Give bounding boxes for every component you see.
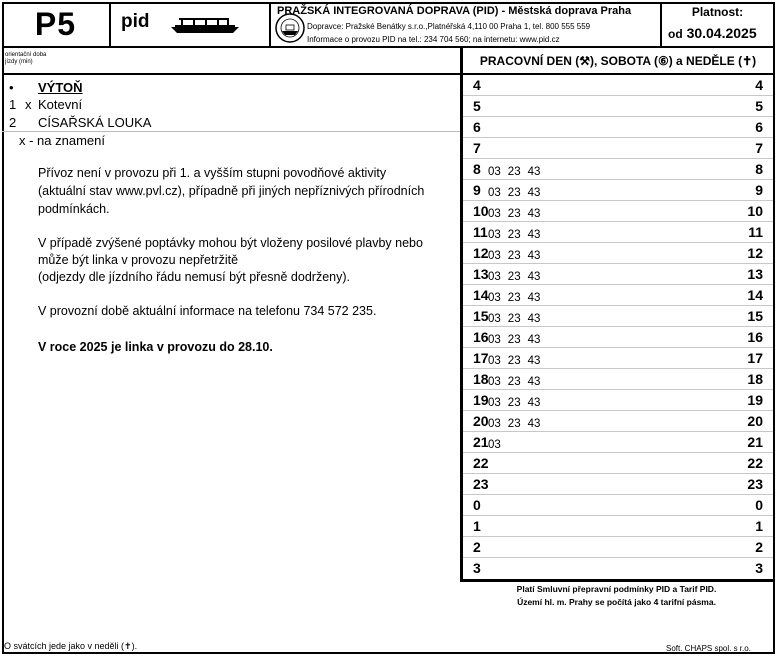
departure-minutes (488, 187, 547, 199)
hour-row (463, 432, 773, 453)
departure-minute: 03 (488, 334, 501, 346)
departure-minutes (488, 355, 547, 367)
hour-label-left: 12 (473, 245, 489, 261)
departure-minute: 23 (507, 229, 521, 241)
operator-info-box (271, 2, 662, 48)
stop-marker-1: 1 (9, 97, 17, 112)
hour-label-left: 18 (473, 371, 489, 387)
departure-minutes (488, 229, 547, 241)
hour-label-left: 19 (473, 392, 489, 408)
hour-row (463, 159, 773, 180)
departure-minute: 23 (507, 397, 521, 409)
stop-name-cisarska-louka: CÍSAŘSKÁ LOUKA (38, 115, 152, 130)
departure-minutes (488, 439, 508, 451)
hour-label-right: 3 (755, 560, 763, 576)
hour-row (463, 285, 773, 306)
hour-label-left: 4 (473, 77, 481, 93)
hour-label-right: 10 (747, 203, 763, 219)
note-line: může být linka v provozu nepřetržitě (38, 253, 239, 267)
hour-label-right: 4 (755, 77, 763, 93)
hour-label-left: 21 (473, 434, 489, 450)
hour-label-left: 8 (473, 161, 481, 177)
line-number: P5 (34, 5, 77, 42)
hour-row (463, 369, 773, 390)
departure-minute: 23 (507, 355, 521, 367)
pid-logo: pid (121, 11, 150, 32)
departure-minute: 43 (527, 355, 541, 367)
departure-minute: 03 (488, 397, 501, 409)
hour-label-right: 15 (747, 308, 763, 324)
departure-minute: 23 (507, 313, 521, 325)
departure-minute: 43 (527, 271, 541, 283)
hour-label-left: 3 (473, 560, 481, 576)
departure-minute: 23 (507, 208, 521, 220)
hour-row (463, 306, 773, 327)
hour-row (463, 327, 773, 348)
hour-label-left: 14 (473, 287, 489, 303)
hour-row (463, 411, 773, 432)
hour-row (463, 264, 773, 285)
departure-minute: 23 (507, 250, 521, 262)
header-divider (2, 73, 460, 75)
hour-row (463, 201, 773, 222)
line-number-box (2, 2, 111, 48)
hour-label-left: 6 (473, 119, 481, 135)
hour-label-left: 13 (473, 266, 489, 282)
hour-row (463, 348, 773, 369)
hour-label-left: 2 (473, 539, 481, 555)
hour-label-left: 20 (473, 413, 489, 429)
departure-minute: 03 (488, 271, 501, 283)
hour-label-left: 0 (473, 497, 481, 513)
departure-minute: 43 (527, 418, 541, 430)
hour-label-right: 6 (755, 119, 763, 135)
departure-minute: 43 (527, 376, 541, 388)
hour-label-left: 23 (473, 476, 489, 492)
stop-flag-1: x (25, 97, 32, 112)
departure-minute: 43 (527, 250, 541, 262)
operator-title: PRAŽSKÁ INTEGROVANÁ DOPRAVA (PID) - Městská doprava Praha (277, 5, 632, 17)
software-credit: Soft. CHAPS spol. s r.o. (666, 644, 751, 653)
note-line: (aktuální stav www.pvl.cz), případně při jiných nepříznivých přírodních (38, 184, 425, 198)
hour-label-left: 1 (473, 518, 481, 534)
departure-minutes (488, 313, 547, 325)
departure-minute: 23 (507, 187, 521, 199)
hour-row (463, 390, 773, 411)
departure-minute: 23 (507, 418, 521, 430)
departure-minutes (488, 418, 547, 430)
hour-label-right: 14 (747, 287, 763, 303)
stops-divider (2, 131, 460, 132)
stop-marker-2: 2 (9, 115, 17, 130)
operator-contact: Dopravce: Pražské Benátky s.r.o.,Platnéřská 4,110 00 Praha 1, tel. 800 555 559 (307, 22, 591, 31)
hour-label-right: 20 (747, 413, 763, 429)
hour-label-right: 11 (748, 224, 763, 240)
orientation-label: orientační doba jízdy (min) (5, 52, 47, 65)
tariff-note (460, 583, 773, 609)
hour-row (463, 537, 773, 558)
departure-minute: 23 (507, 271, 521, 283)
hour-label-right: 2 (755, 539, 763, 555)
departure-minute: 03 (488, 166, 501, 178)
departure-minute: 43 (527, 166, 541, 178)
hour-label-right: 22 (747, 455, 763, 471)
hour-label-left: 5 (473, 98, 481, 114)
hour-label-right: 19 (747, 392, 763, 408)
note-line: podmínkách. (38, 202, 110, 216)
departure-minute: 03 (488, 250, 501, 262)
hour-label-right: 23 (747, 476, 763, 492)
departure-minute: 43 (527, 292, 541, 304)
departure-grid (460, 75, 773, 582)
departure-minute: 03 (488, 418, 501, 430)
departure-minute: 23 (507, 334, 521, 346)
hour-label-left: 9 (473, 182, 481, 198)
legend-on-request: x - na znamení (19, 133, 105, 148)
tariff-note-line: Platí Smluvní přepravní podmínky PID a Tarif PID. (516, 584, 717, 594)
departure-minute: 03 (488, 355, 501, 367)
hour-label-right: 17 (747, 350, 763, 366)
stop-name-kotevni: Kotevní (38, 97, 83, 112)
hour-row (463, 222, 773, 243)
departure-minute: 03 (488, 208, 501, 220)
hour-label-right: 0 (755, 497, 763, 513)
departure-minutes (488, 292, 547, 304)
holiday-note: O svátcích jede jako v neděli (✝). (4, 641, 138, 651)
hour-label-left: 17 (473, 350, 489, 366)
departure-minute: 23 (507, 166, 521, 178)
hour-row (463, 243, 773, 264)
hour-row (463, 75, 773, 96)
departure-minutes (488, 271, 547, 283)
boat-icon (171, 16, 241, 34)
hour-label-left: 15 (473, 308, 489, 324)
hour-label-right: 12 (747, 245, 763, 261)
hour-label-right: 18 (747, 371, 763, 387)
hour-label-left: 11 (473, 224, 488, 240)
departure-minute: 23 (507, 376, 521, 388)
departure-minute: 43 (527, 334, 541, 346)
hour-label-right: 21 (747, 434, 763, 450)
note-line: Přívoz není v provozu při 1. a vyšším stupni povodňové aktivity (38, 166, 387, 180)
departure-minute: 43 (527, 229, 541, 241)
hour-row (463, 180, 773, 201)
hour-row (463, 516, 773, 537)
validity-box (662, 2, 773, 48)
hour-row (463, 453, 773, 474)
validity-date: 30.04.2025 (686, 25, 757, 41)
departure-minutes (488, 166, 547, 178)
departure-minute: 43 (527, 208, 541, 220)
hour-label-left: 7 (473, 140, 481, 156)
note-line: V provozní době aktuální informace na telefonu 734 572 235. (38, 304, 377, 318)
note-line: (odjezdy dle jízdního řádu nemusí být přesně dodrženy). (38, 270, 350, 284)
hour-row (463, 96, 773, 117)
hour-row (463, 474, 773, 495)
hour-label-left: 10 (473, 203, 489, 219)
departure-minute: 43 (527, 313, 541, 325)
hour-row (463, 495, 773, 516)
hour-label-right: 8 (755, 161, 763, 177)
season-note: V roce 2025 je linka v provozu do 28.10. (38, 340, 273, 354)
departure-minute: 03 (488, 229, 501, 241)
hour-label-right: 13 (747, 266, 763, 282)
hour-label-left: 16 (473, 329, 489, 345)
departure-minute: 03 (488, 439, 501, 451)
note-line: V případě zvýšené poptávky mohou být vloženy posilové plavby nebo (38, 236, 423, 250)
pid-brand-box (111, 2, 271, 48)
departure-minute: 43 (527, 397, 541, 409)
stop-name-vyton: VÝTOŇ (38, 80, 83, 95)
departure-minute: 03 (488, 292, 501, 304)
departure-minute: 43 (527, 187, 541, 199)
departure-minute: 03 (488, 313, 501, 325)
hour-row (463, 117, 773, 138)
hour-label-right: 16 (747, 329, 763, 345)
tariff-note-line: Území hl. m. Prahy se počítá jako 4 tarifní pásma. (517, 597, 716, 607)
hour-label-right: 1 (755, 518, 763, 534)
departure-minutes (488, 334, 547, 346)
hour-label-left: 22 (473, 455, 489, 471)
operator-info-line: Informace o provozu PID na tel.: 234 704 560; na internetu: www.pid.cz (307, 35, 560, 44)
departure-minutes (488, 250, 547, 262)
hour-label-right: 9 (755, 182, 763, 198)
departure-minute: 23 (507, 292, 521, 304)
validity-date-line (668, 25, 757, 41)
validity-prefix: od (668, 27, 683, 41)
hour-row (463, 138, 773, 159)
departure-minute: 03 (488, 187, 501, 199)
stop-marker-0: • (9, 80, 14, 95)
timetable-header: PRACOVNÍ DEN (⚒), SOBOTA (⑥) a NEDĚLE (✝) (460, 48, 773, 75)
hour-row (463, 558, 773, 579)
departure-minutes (488, 208, 547, 220)
hour-label-right: 7 (755, 140, 763, 156)
departure-minutes (488, 376, 547, 388)
hour-label-right: 5 (755, 98, 763, 114)
departure-minutes (488, 397, 547, 409)
departure-minute: 03 (488, 376, 501, 388)
validity-label: Platnost: (691, 5, 744, 19)
